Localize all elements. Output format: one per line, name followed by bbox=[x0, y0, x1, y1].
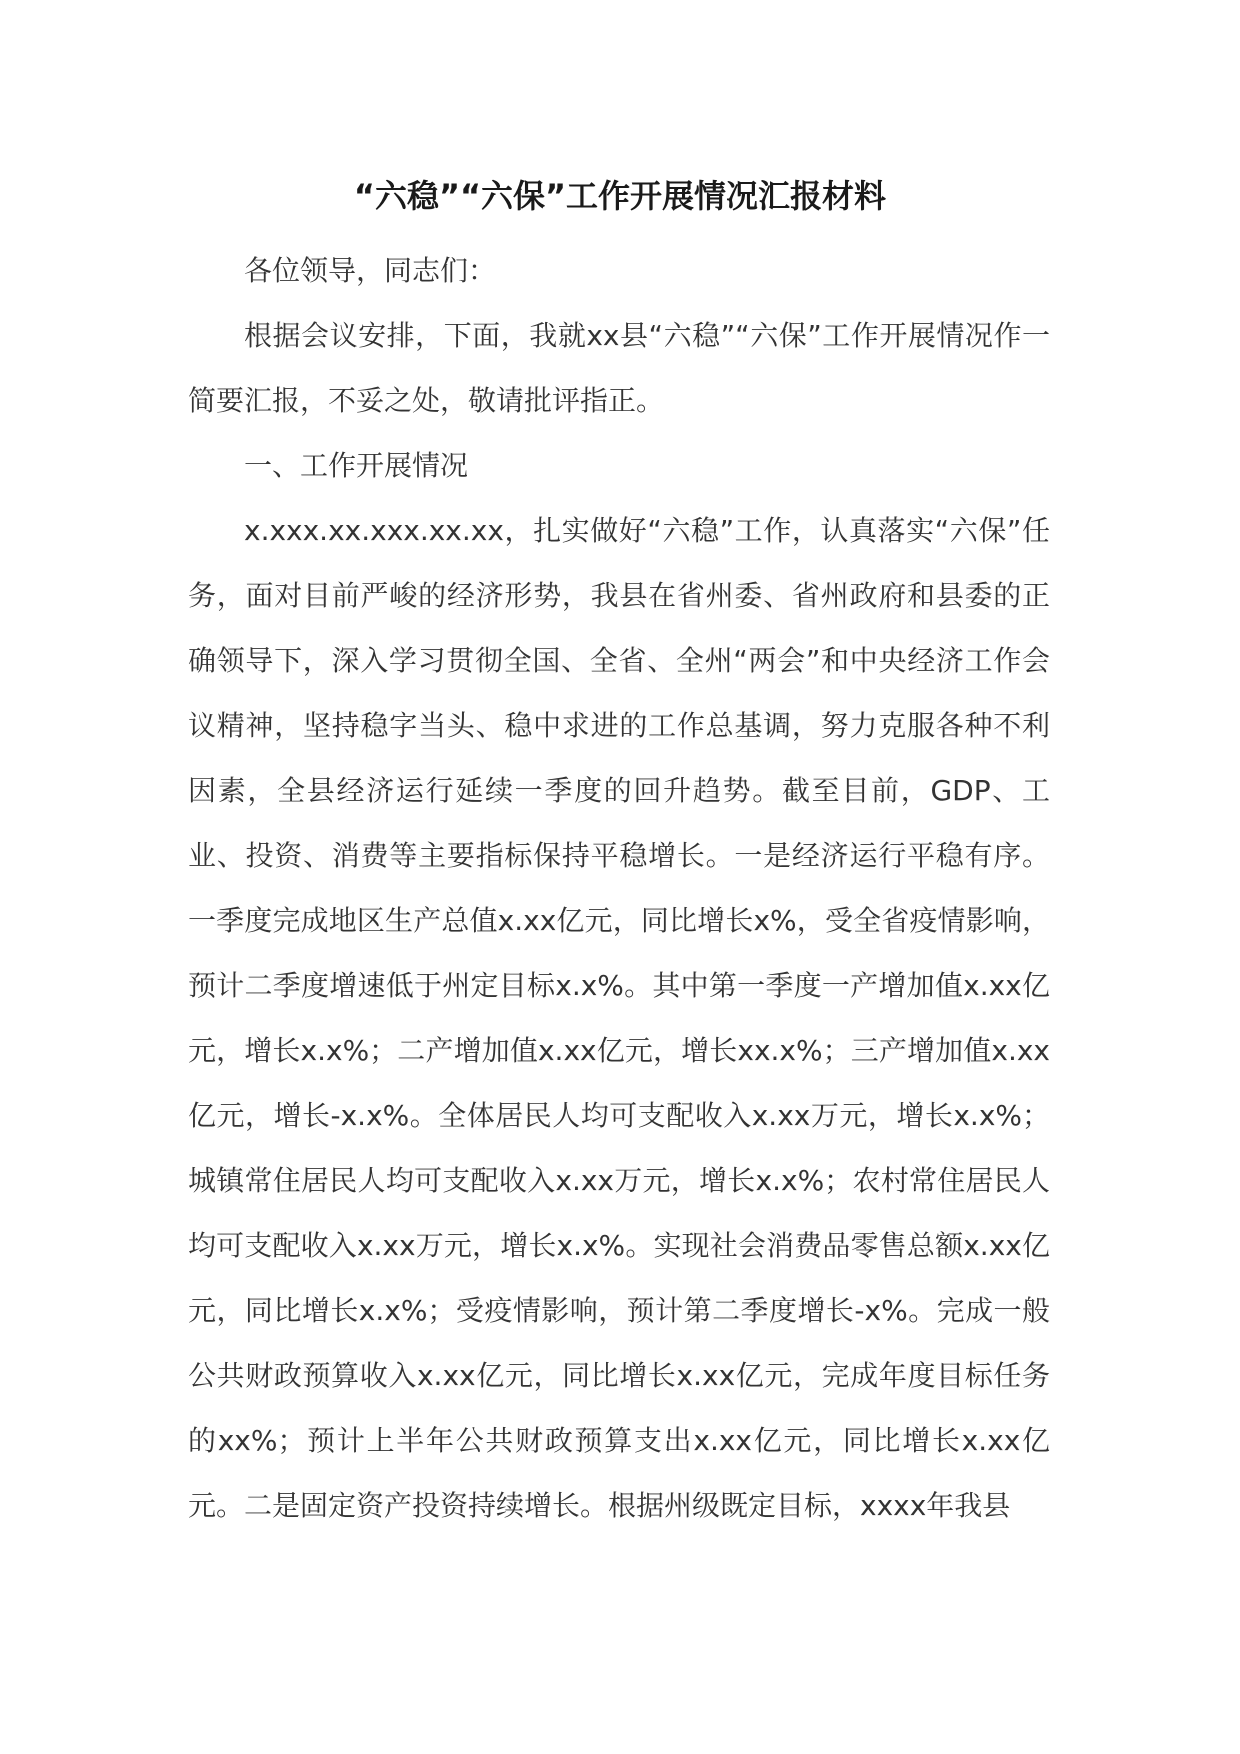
document-body bbox=[188, 238, 1050, 1538]
document-title: “六稳”“六保”工作开展情况汇报材料 bbox=[353, 177, 887, 215]
section-heading: 一、工作开展情况 bbox=[244, 449, 469, 482]
intro-paragraph: 根据会议安排，下面，我就xx县“六稳”“六保”工作开展情况作一简要汇报，不妥之处，敬请批评指正。 bbox=[188, 319, 1050, 417]
body-paragraph: x.xxx.xx.xxx.xx.xx，扎实做好“六稳”工作，认真落实“六保”任务，面对目前严峻的经济形势，我县在省州委、省州政府和县委的正确领导下，深入学习贯彻全国、全省、全州“两会”和中央经济工作会议精神，坚持稳字当头、稳中求进的工作总基调，努力克服各种不利因素，全县经济运行延续一季度的回升趋势。截至目前，GDP、工业、投资、消费等主要指标保持平稳增长。一是经济运行平稳有序。一季度完成地区生产总值x.xx亿元，同比增长x%，受全省疫情影响，预计二季度增速低于州定目标x.x%。其中第一季度一产增加值x.xx亿元，增长x.x%；二产增加值x.xx亿元，增长xx.x%；三产增加值x.xx亿元，增长-x.x%。全体居民人均可支配收入x.xx万元，增长x.x%；城镇常住居民人均可支配收入x.xx万元，增长x.x%；农村常住居民人均可支配收入x.xx万元，增长x.x%。实现社会消费品零售总额x.xx亿元，同比增长x.x%；受疫情影响，预计第二季度增长-x%。完成一般公共财政预算收入x.xx亿元，同比增长x.xx亿元，完成年度目标任务的xx%；预计上半年公共财政预算支出x.xx亿元，同比增长x.xx亿元。二是固定资产投资持续增长。根据州级既定目标，xxxx年我县 bbox=[188, 514, 1050, 1522]
salutation-paragraph: 各位领导，同志们： bbox=[244, 254, 497, 287]
